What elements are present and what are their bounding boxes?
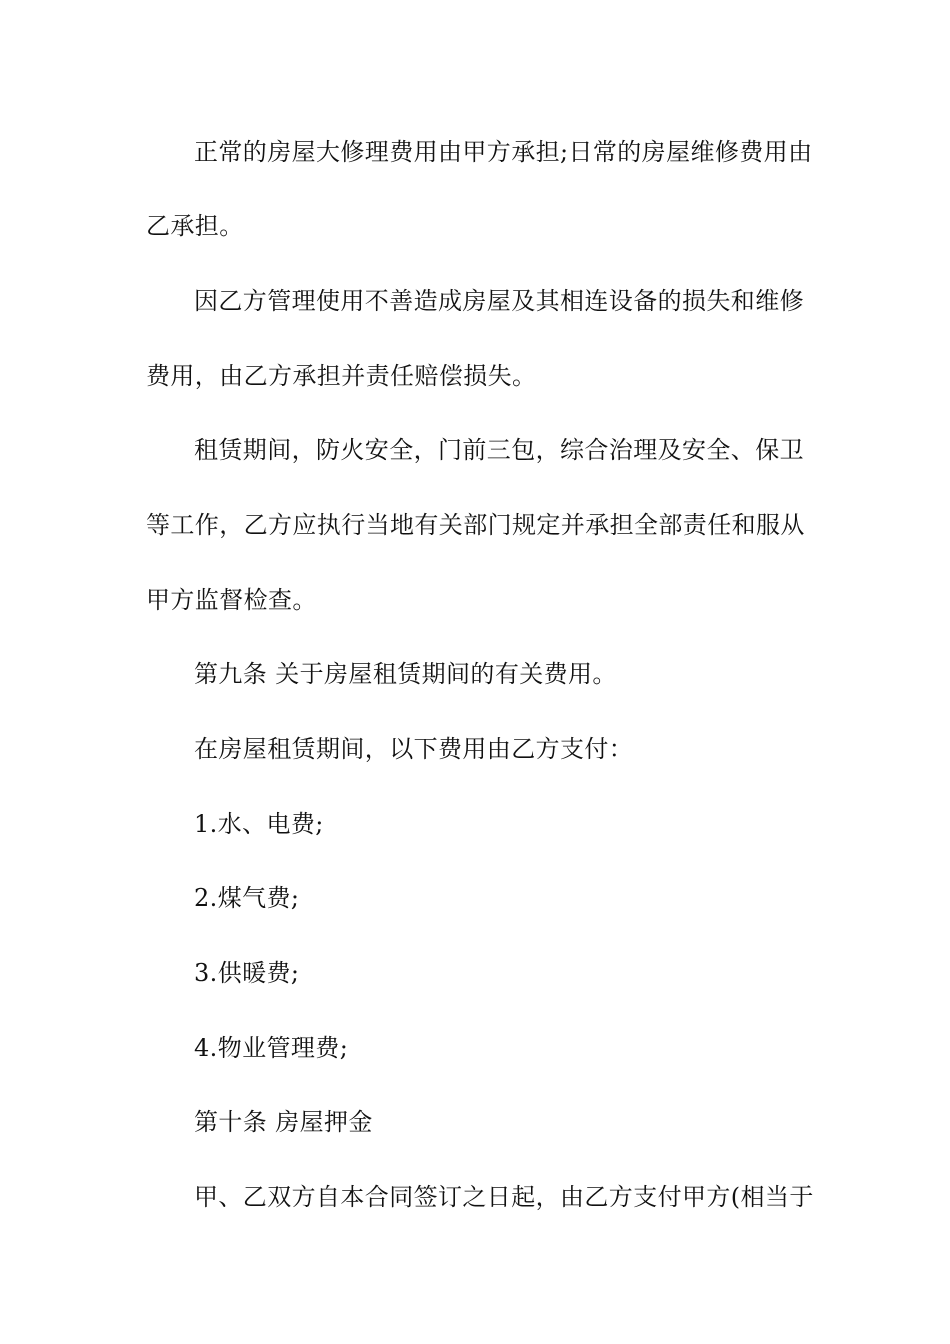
text-line: 费用，由乙方承担并责任赔偿损失。 [146, 362, 537, 390]
list-item: 4.物业管理费; [194, 1034, 349, 1062]
text-line: 因乙方管理使用不善造成房屋及其相连设备的损失和维修 [194, 287, 804, 315]
text-line: 在房屋租赁期间，以下费用由乙方支付： [194, 735, 634, 763]
text-line: 租赁期间，防火安全，门前三包，综合治理及安全、保卫 [194, 436, 804, 464]
section-heading: 第九条 关于房屋租赁期间的有关费用。 [194, 660, 617, 688]
list-item: 3.供暖费; [194, 959, 300, 987]
text-line: 等工作，乙方应执行当地有关部门规定并承担全部责任和服从 [146, 511, 805, 539]
text-line: 乙承担。 [146, 212, 244, 240]
list-item: 1.水、电费; [194, 810, 324, 838]
text-line: 甲、乙双方自本合同签订之日起，由乙方支付甲方(相当于 [194, 1183, 814, 1211]
text-line: 甲方监督检查。 [146, 586, 317, 614]
text-line: 正常的房屋大修理费用由甲方承担;日常的房屋维修费用由 [194, 138, 813, 166]
list-item: 2.煤气费; [194, 884, 300, 912]
section-heading: 第十条 房屋押金 [194, 1108, 373, 1136]
